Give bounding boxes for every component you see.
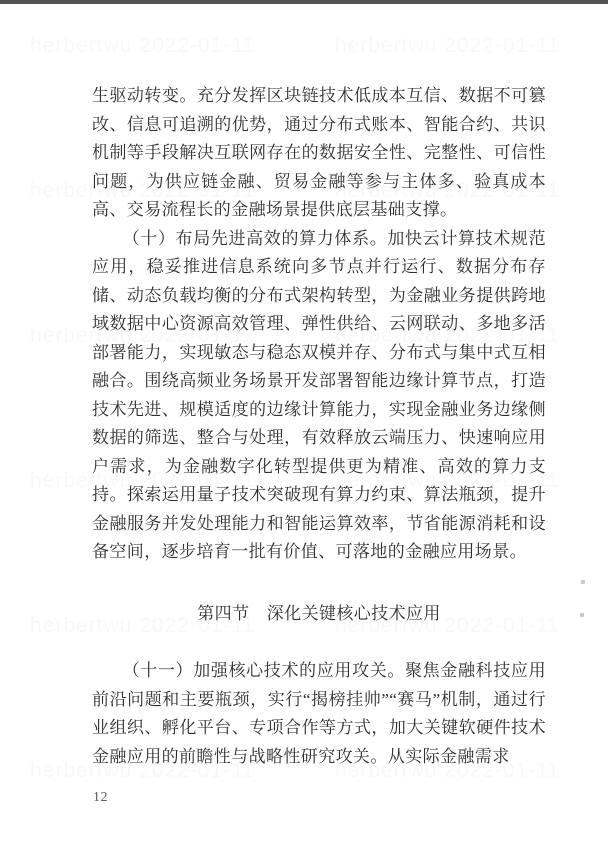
paragraph-item-11: （十一）加强核心技术的应用攻关。聚焦金融科技应用前沿问题和主要瓶颈，实行“揭榜挂帅”“赛马”机制，通过行业组织、孵化平台、专项合作等方式，加大关键软硬件技术金融应用的前瞻性与战略性研究攻关。从实际金融需求 — [92, 661, 546, 766]
page-body-text — [92, 82, 546, 771]
scan-edge-artifact — [0, 0, 608, 4]
scan-dust-speck — [580, 613, 584, 617]
scan-dust-speck — [581, 580, 585, 584]
section-heading: 第四节 深化关键核心技术应用 — [197, 603, 441, 623]
watermark-text — [30, 34, 255, 58]
paragraph-continuation: 生驱动转变。充分发挥区块链技术低成本互信、数据不可篡改、信息可追溯的优势，通过分布式账本、智能合约、共识机制等手段解决互联网存在的数据安全性、完整性、可信性问题，为供应链金融、贸易金融等参与主体多、验真成本高、交易流程长的金融场景提供底层基础支撑。 — [92, 86, 546, 219]
page-number: 12 — [93, 790, 108, 805]
paragraph-item-10: （十）布局先进高效的算力体系。加快云计算技术规范应用，稳妥推进信息系统向多节点并行运行、数据分布存储、动态负载均衡的分布式架构转型，为金融业务提供跨地域数据中心资源高效管理、弹性供给、云网联动、多地多活部署能力，实现敏态与稳态双模并存、分布式与集中式互相融合。围绕高频业务场景开发部署智能边缘计算节点，打造技术先进、规模适度的边缘计算能力，实现金融业务边缘侧数据的筛选、整合与处理，有效释放云端压力、快速响应用户需求，为金融数字化转型提供更为精准、高效的算力支持。探索运用量子技术突破现有算力约束、算法瓶颈，提升金融服务并发处理能力和智能运算效率，节省能源消耗和设备空间，逐步培育一批有价值、可落地的金融应用场景。 — [92, 228, 546, 561]
watermark-text — [335, 34, 560, 58]
